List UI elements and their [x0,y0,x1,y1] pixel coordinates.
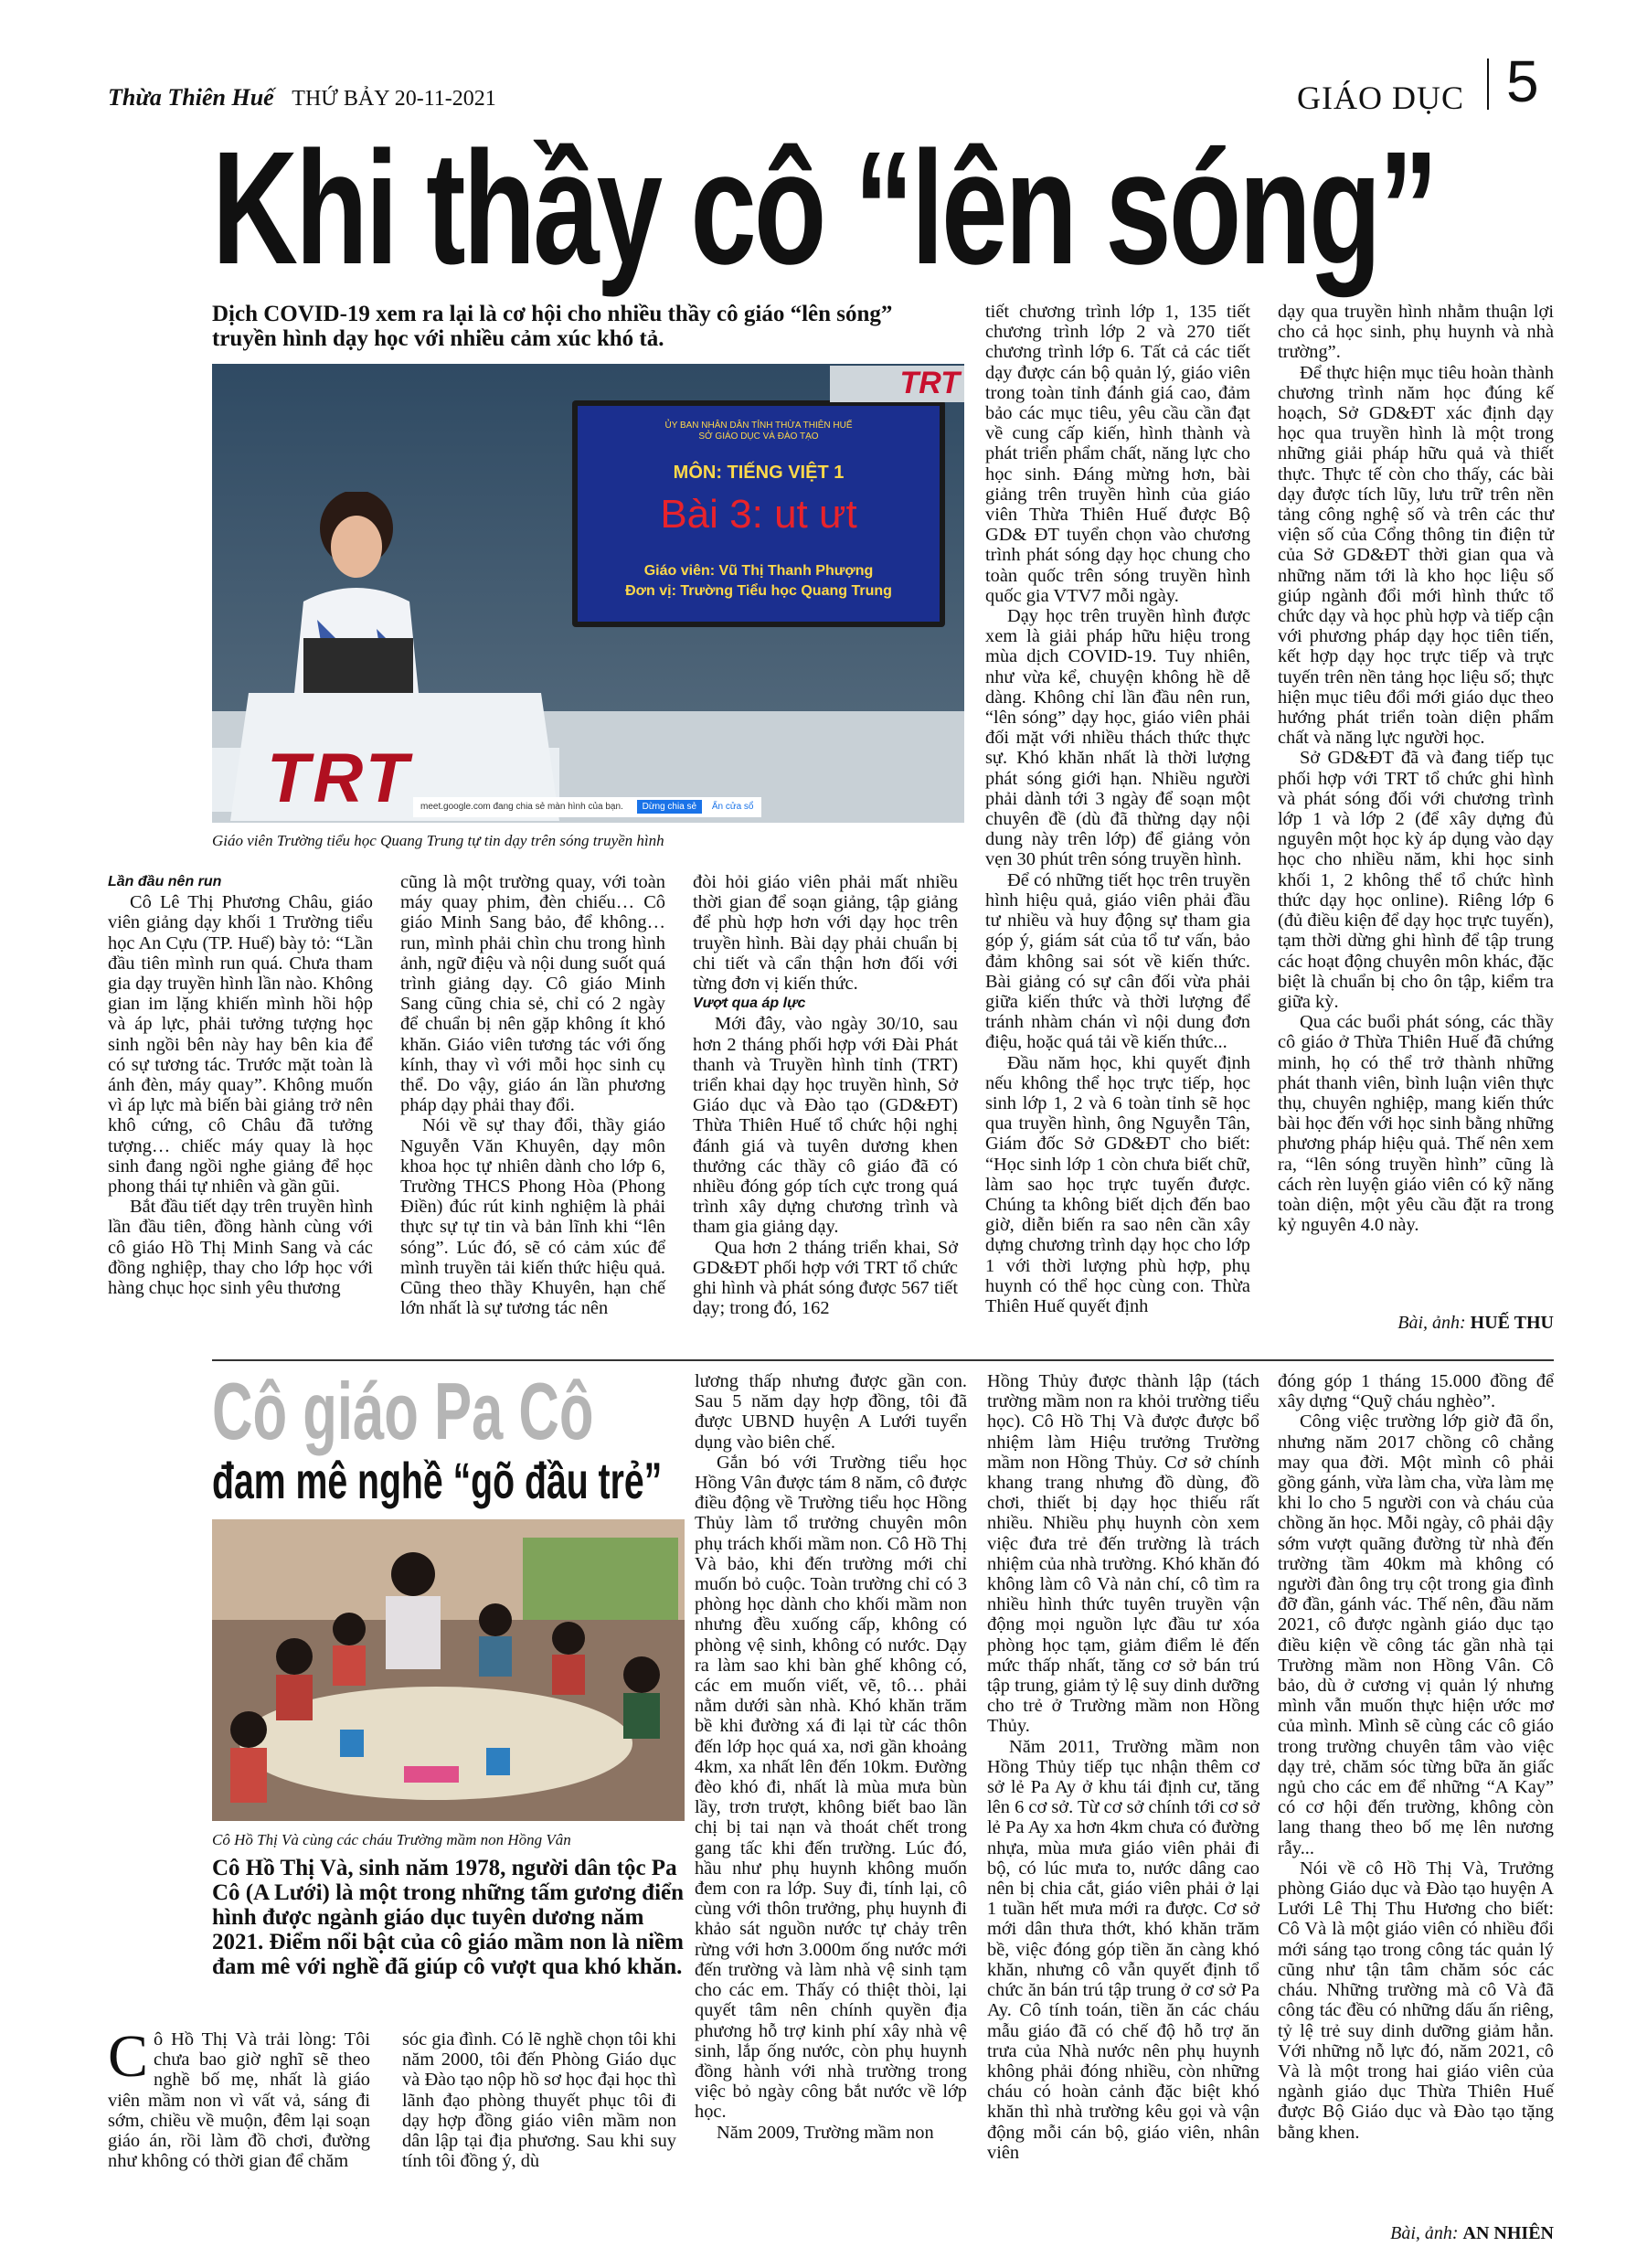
masthead-divider [1487,59,1489,110]
paragraph: Công việc trường lớp giờ đã ổn, nhưng năm 2017 chồng cô chẳng may qua đời. Một mình cô phải gồng gánh, vừa làm cha, vừa làm mẹ khi lo cho 5 người con và cháu của chồng ăn học. Mỗi ngày, cô phải dậy sớm vượt quãng đường từ nhà đến trường tầm 40km mà không có người đàn ông trụ cột trong gia đình đỡ đần, gánh vác. Thế nên, đầu năm 2021, cô được ngành giáo dục tạo điều kiện về công tác gần nhà tại Trường mầm non Hồng Vân. Cô bảo, dù ở cương vị quản lý nhưng mình vẫn muốn thực hiện ước mơ của mình. Mình sẽ cùng các cô giáo trong trường chuyên tâm vào việc dạy trẻ, chăm sóc từng bữa ăn giấc ngủ cho các em để những “A Kay” có cơ hội đến trường, không còn lang thang theo bố mẹ lên nương rẫy... [1278,1411,1554,1858]
article1-column-2 [400,872,665,1318]
paragraph: dạy qua truyền hình nhằm thuận lợi cho cả học sinh, phụ huynh và nhà trường”. [1278,302,1554,363]
classroom-scene [212,1519,685,1821]
page-number: 5 [1506,48,1539,114]
paragraph: đòi hỏi giáo viên phải mất nhiều thời gian để soạn giảng, tập giảng để phù hợp hơn với dạy học trên truyền hình. Bài dạy phải chuẩn bị chi tiết và cẩn thận hơn đối với từng đơn vị kiến thức. [693,872,958,995]
paragraph: Năm 2009, Trường mầm non [717,2122,934,2143]
article2-column-1 [108,2023,370,2172]
screen-lesson: Bài 3: ut ưt [660,492,857,537]
drop-cap: C [108,2023,149,2090]
article2-headline: Cô giáo Pa Cô [212,1366,594,1456]
paragraph: sóc gia đình. Có lẽ nghề chọn tôi khi năm 2000, tôi đến Phòng Giáo dục và Đào tạo nộp hồ sơ học đại học thì lãnh đạo phòng thuyết phục tôi đi dạy hợp đồng giáo viên mầm non dân lập tại địa phương. Sau khi suy tính tôi đồng ý, dù [402,2029,676,2172]
paragraph: ô Hồ Thị Và trải lòng: Tôi chưa bao giờ nghĩ sẽ theo nghề bố mẹ, nhất là giáo viên mầm non vì vất vả, sáng đi sớm, chiều về muộn, đêm lại soạn giáo án, rồi làm đồ chơi, đường như không có thời gian để chăm [108,2029,370,2172]
paragraph: Dạy học trên truyền hình được xem là giải pháp hữu hiệu trong mùa dịch COVID-19. Tuy nhiên, như vừa kể, chuyện không hề dễ dàng. Không chỉ lần đầu nên run, “lên sóng” dạy học, giáo viên phải đối mặt với nhiều thách thức thực sự. Khó khăn nhất là thời lượng phát sóng giới hạn. Nhiều người phải dành tới 3 ngày để soạn một chuyên đề (dù đã thừng dạy nội dung này trên lớp) để giảng vỏn vẹn 30 phút trên sóng truyền hình. [985,606,1250,870]
article2-column-3 [695,1371,967,2143]
article1-column-4 [985,302,1250,1316]
paragraph: Qua hơn 2 tháng triển khai, Sở GD&ĐT phối hợp với TRT tổ chức ghi hình và phát sóng được 567 tiết dạy; trong đó, 162 [693,1237,958,1319]
paragraph: Để có những tiết học trên truyền hình hiệu quả, giáo viên phải đầu tư nhiều và huy động sự tham gia góp ý, giám sát của tổ tư vấn, bảo đảm không sai sót về kiến thức. Bài giảng có sự cân đối vừa phải giữa kiến thức và thời lượng để tránh nhàm chán vì nội dung đơn điệu, hoặc quá tải về kiến thức... [985,869,1250,1053]
paragraph: Hồng Thủy được thành lập (tách trường mầm non ra khỏi trường tiểu học). Cô Hồ Thị Và được được bổ nhiệm làm Hiệu trưởng Trường mầm non Hồng Thủy. Cơ sở chính khang trang nhưng đồ dùng, đồ chơi, thiết bị dạy học thiếu rất nhiều. Nhiều phụ huynh còn xem việc đưa trẻ đến trường là trách nhiệm của nhà trường. Khó khăn đó không làm cô Và nản chí, cô tìm ra nhiều hình thức tuyên truyền vận động mọi nguồn lực đầu tư xóa phòng học tạm, giảm điểm lẻ đến mức thấp nhất, tăng cơ sở bán trú tập trung, giảm tỷ lệ suy dinh dưỡng cho trẻ ở Trường mầm non Hồng Thủy. [987,1371,1259,1737]
subheading: Vượt qua áp lực [693,996,806,1012]
paragraph: Bắt đầu tiết dạy trên truyền hình lần đầu tiên, đồng hành cùng với cô giáo Hồ Thị Minh Sang và các đồng nghiệp, thay cho lớp học với hàng chục học sinh yêu thương [108,1197,373,1299]
screen-subject: MÔN: TIẾNG VIỆT 1 [673,463,845,483]
paragraph: đóng góp 1 tháng 15.000 đồng để xây dựng “Quỹ cháu nghèo”. [1278,1371,1554,1412]
article2-photo [212,1519,685,1821]
paragraph: Nói về cô Hồ Thị Và, Trưởng phòng Giáo dục và Đào tạo huyện A Lưới Lê Thị Thu Hương cho biết: Cô Và là một giáo viên có nhiều đổi mới sáng tạo trong công tác quản lý cũng như tận tâm chăm sóc các cháu. Những trường mà cô Và đã công tác đều có những dấu ấn riêng, tỷ lệ trẻ suy dinh dưỡng giảm hẳn. Với những nỗ lực đó, năm 2021, cô Và là một trong hai giáo viên của ngành giáo dục Thừa Thiên Huế được Bộ Giáo dục và Đào tạo tặng bằng khen. [1278,1858,1554,2143]
paragraph: Gắn bó với Trường tiểu học Hồng Vân được tám 8 năm, cô được điều động về Trường tiểu học Hồng Thủy làm tổ trưởng chuyên môn phụ trách khối mầm non. Cô Hồ Thị Và bảo, khi đến trường mới chỉ muốn bỏ cuộc. Toàn trường chỉ có 3 phòng học dành cho khối mầm non nhưng đều xuống cấp, không có phòng vệ sinh, không có nước. Dạy ra làm sao khi bàn ghế không có, các em muốn viết, vẽ, tô… phải nằm dưới sàn nhà. Khó khăn trăm bề khi đường xá đi lại từ các thôn đến lớp học quá xa, nơi gần khoảng 4km, xa nhất lên đến 10km. Đường đèo khó đi, nhất là mùa mưa bùn lầy, trơn trượt, không biết bao lần chị bị tai nạn và thoát chết trong gang tấc khi đến trường. Lúc đó, hầu như phụ huynh không muốn đem con ra lớp. Suy đi, tính lại, cô cùng với thôn trưởng, phụ huynh đi khảo sát nguồn nước tự chảy trên rừng với hơn 3.000m ống nước mới đến trường và làm nhà vệ sinh tạm cho các em. Thấy có thiệt thòi, lại quyết tâm nên chính quyền địa phương hỗ trợ kinh phí xây nhà vệ sinh, lắp ống nước, còn phụ huynh đồng hành với nhà trường trong việc bỏ ngày công bắt nước về lớp học. [695,1452,967,2123]
paragraph: tiết chương trình lớp 1, 135 tiết chương trình lớp 2 và 270 tiết chương trình lớp 6. Tất cả các tiết dạy được cán bộ quản lý, giáo viên trong toàn tỉnh đánh giá cao, đảm bảo các mục tiêu, yêu cầu cần đạt về cung cấp kiến, hình thành và phát triển phẩm chất, năng lực cho học sinh. Đáng mừng hơn, bài giảng trên truyền hình của giáo viên Thừa Thiên Huế được Bộ GD& ĐT tuyển chọn vào chương trình phát sóng dạy học chung cho toàn quốc trên sóng truyền hình quốc gia VTV7 mỗi ngày. [985,302,1250,606]
article2-subheadline: đam mê nghề “gõ đầu trẻ” [212,1452,663,1509]
corner-logo: TRT [899,366,960,400]
paper-name: Thừa Thiên Huế [108,84,274,111]
screen-share-bar: meet.google.com đang chia sẻ màn hình của bạn. Dừng chia sẻ Ẩn cửa sổ [413,797,761,817]
article1-column-3 [693,872,958,1318]
paragraph: cũng là một trường quay, với toàn máy quay phim, đèn chiếu… Cô giáo Minh Sang bảo, để không… run, mình phải chìn chu trong hình ảnh, ngữ điệu và nội dung suốt quá trình giảng dạy. Cô giáo Minh Sang cũng chia sẻ, chỉ có 2 ngày để chuẩn bị nên gặp không ít khó khăn. Giáo viên tương tác với ống kính, thay vì với mỗi học sinh cụ thể. Do vậy, giáo án lần phương pháp dạy phải thay đổi. [400,872,665,1116]
paragraph: lương thấp nhưng được gần con. Sau 5 năm dạy hợp đồng, tôi đã được UBND huyện A Lưới tuyển dụng vào biên chế. [695,1371,967,1453]
article1-column-1 [108,872,373,1298]
article-divider [212,1359,1554,1361]
paragraph: Nói về sự thay đổi, thầy giáo Nguyễn Văn Khuyên, dạy môn khoa học tự nhiên dành cho lớp 6, Trường THCS Phong Hòa (Phong Điền) đúc rút kinh nghiệm là phải thực sự tự tin và bản lĩnh khi “lên sóng”. Lúc đó, sẽ có cảm xúc để mình truyền tải kiến thức hiệu quả. Cũng theo thầy Khuyên, hạn chế lớn nhất là sự tương tác nên [400,1115,665,1319]
paragraph: Để thực hiện mục tiêu hoàn thành chương trình năm học đúng kế hoạch, Sở GD&ĐT xác định dạy học qua truyền hình là một trong những giải pháp hữu quả và thiết thực. Thực tế còn cho thấy, các bài dạy được tích lũy, lưu trữ trên nền tảng công nghệ số và trên các thư viện số của Cổng thông tin điện tử của Sở GD&ĐT thời gian qua và những năm tới là kho học liệu số giúp ngành đổi mới hình thức tổ chức dạy và học phù hợp và tiếp cận với phương pháp dạy học tiên tiến, kết hợp dạy học trực tiếp và trực tuyến trên nền tảng học liệu số; thực hiện mục tiêu đổi mới giáo dục theo hướng phát triển toàn diện phẩm chất và năng lực người học. [1278,362,1554,749]
paragraph: Qua các buổi phát sóng, các thầy cô giáo ở Thừa Thiên Huế đã chứng minh, họ có thể trở thành những phát thanh viên, bình luận viên thực thụ, chuyên nghiệp, mang kiến thức bài học đến với học sinh bằng những phương pháp hiệu quả. Thế nên xem ra, “lên sóng truyền hình” cũng là cách rèn luyện giáo viên có kỹ năng toàn diện, một yêu cầu đặt ra trong kỷ nguyên 4.0 này. [1278,1012,1554,1236]
paragraph: Đầu năm học, khi quyết định nếu không thể học trực tiếp, học sinh lớp 1, 2 và 6 toàn tỉnh sẽ học qua truyền hình, ông Nguyễn Tân, Giám đốc Sở GD&ĐT cho biết: “Học sinh lớp 1 còn chưa biết chữ, làm sao học trực tuyến được. Chúng ta không biết dịch đến bao giờ, diễn biến ra sao nên cần xây dựng chương trình dạy học cho lớp 1 với thời lượng phù hợp, phụ huynh có thể học cùng con. Thừa Thiên Huế quyết định [985,1052,1250,1316]
paragraph: Cô Lê Thị Phương Châu, giáo viên giảng dạy khối 1 Trường tiểu học An Cựu (TP. Huế) bày tỏ: “Lần đầu tiên mình run quá. Chưa tham gia dạy truyền hình lần nào. Không gian im lặng khiến mình hồi hộp và áp lực, phải tưởng tượng học sinh ngồi bên này hay bên kia để có sự tương tác. Trước mặt toàn là ánh đèn, máy quay”. Không muốn vì áp lực mà biến bài giảng trở nên khô cứng, cô Châu đã tưởng tượng… chiếc máy quay là học sinh đang ngồi nghe giảng để học phong thái tự nhiên và gần gũi. [108,892,373,1198]
article1-lead: Dịch COVID-19 xem ra lại là cơ hội cho nhiều thầy cô giáo “lên sóng” truyền hình dạy học với nhiều cảm xúc khó tả. [212,302,893,351]
stop-sharing-button[interactable]: Dừng chia sẻ [637,800,703,814]
paragraph: Sở GD&ĐT đã và đang tiếp tục phối hợp với TRT tổ chức ghi hình và phát sóng đối với chương trình lớp 1 và lớp 2 (để xây dựng đủ nguyên một học kỳ áp dụng vào dạy học cho nhiều năm, khi học sinh khối 1, 2 không thể tổ chức hình thức dạy học online). Riêng lớp 6 (đủ điều kiện để dạy học trực tuyến), tạm thời dừng ghi hình để tập trung các hoạt động chuyên môn khác, đặc biệt là chuẩn bị cho ôn tập, kiểm tra giữa kỳ. [1278,748,1554,1012]
article1-photo [212,364,964,823]
masthead [108,84,496,112]
paragraph: Năm 2011, Trường mầm non Hồng Thủy tiếp tục nhận thêm cơ sở lẻ Pa Ay ở khu tái định cư, tăng lên 6 cơ sở. Từ cơ sở chính tới cơ sở lẻ Pa Ay xa hơn 4km chưa có đường nhựa, mùa mưa giáo viên phải đi bộ, có lúc mưa to, nước dâng cao nên bị chia cắt, giáo viên phải ở lại 1 tuần hết mưa mới ra được. Cơ sở mới dân thưa thớt, khó khăn trăm bề, việc đóng góp tiền ăn càng khó khăn, nhưng cô vẫn quyết định tổ chức ăn bán trú tập trung ở cơ sở Pa Ay. Cô tính toán, tiền ăn các cháu mẫu giáo đã có chế độ hỗ trợ ăn trưa của Nhà nước nên phụ huynh không phải đóng nhiều, còn những cháu có hoàn cảnh đặc biệt khó khăn thì nhà trường kêu gọi và vận động mỗi cán bộ, giáo viên, nhân viên [987,1736,1259,2163]
article2-column-4 [987,1371,1259,2163]
article2-column-2 [402,2029,676,2171]
hide-window-button[interactable]: Ẩn cửa sổ [711,802,754,812]
article2-byline: Bài, ảnh: AN NHIÊN [1390,2223,1554,2243]
issue-date: THỨ BẢY 20-11-2021 [292,87,496,111]
article2-lead: Cô Hồ Thị Và, sinh năm 1978, người dân tộc Pa Cô (A Lưới) là một trong những tấm gương điển hình được ngành giáo dục tuyên dương năm 2021. Điểm nổi bật của cô giáo mầm non là niềm đam mê với nghề đã giúp cô vượt qua khó khăn. [212,1856,685,1979]
paragraph: Mới đây, vào ngày 30/10, sau hơn 2 tháng phối hợp với Đài Phát thanh và Truyền hình tỉnh (TRT) triển khai dạy học truyền hình, Sở Giáo dục và Đào tạo (GD&ĐT) Thừa Thiên Huế tổ chức hội nghị đánh giá và tuyên dương khen thưởng các thầy cô giáo đã có nhiều đóng góp tích cực trong quá trình xây dựng chương trình và tham gia giảng dạy. [693,1014,958,1238]
article1-headline: Khi thầy cô “lên sóng” [212,119,1436,298]
article2-column-5 [1278,1371,1554,2143]
subheading: Lần đầu nên run [108,874,222,889]
article1-column-5 [1278,302,1554,1235]
article1-caption: Giáo viên Trường tiểu học Quang Trung tự tin dạy trên sóng truyền hình [212,832,664,849]
desk-logo: TRT [267,740,412,817]
article1-byline: Bài, ảnh: HUẾ THU [1397,1313,1554,1333]
section-title: GIÁO DỤC [1297,80,1464,116]
article2-caption: Cô Hồ Thị Và cùng các cháu Trường mầm non Hồng Vân [212,1831,571,1848]
screen-credits: Giáo viên: Vũ Thị Thanh Phượng Đơn vị: Trường Tiểu học Quang Trung [625,563,892,599]
screen-header: ỦY BAN NHÂN DÂN TỈNH THỪA THIÊN HUẾ SỞ GIÁO DỤC VÀ ĐÀO TẠO [664,421,853,442]
